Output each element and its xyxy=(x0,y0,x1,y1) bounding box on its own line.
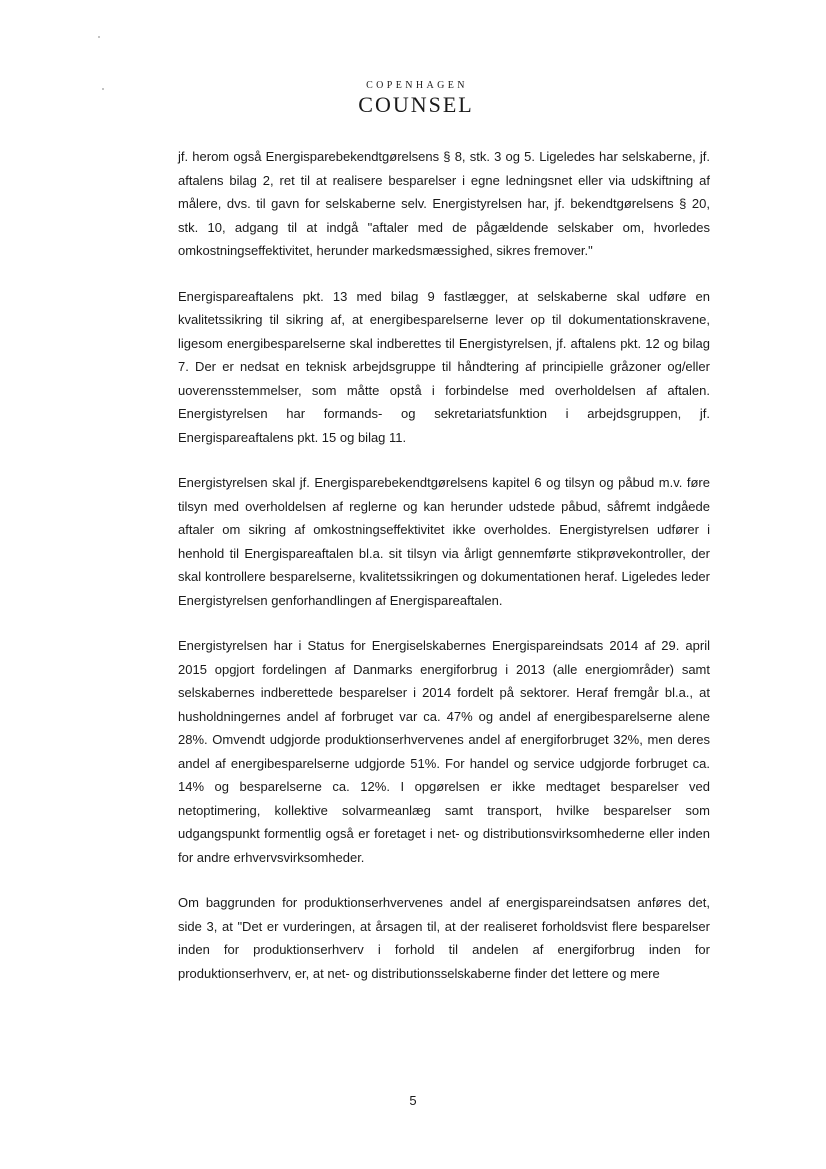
page-number: 5 xyxy=(409,1093,417,1108)
paragraph-4: Energistyrelsen har i Status for Energiselskabernes Energispareindsats 2014 af 29. april 2015 opgjort fordelingen af Danmarks energiforbrug i 2013 (alle energiområder) samt selskabernes indberettede besparelser i 2014 fordelt på sektorer. Heraf fremgår bl.a., at husholdningernes andel af forbruget var ca. 47% og andel af energibesparelserne alene 28%. Omvendt udgjorde produktionserhvervenes andel af energiforbruget 32%, men deres andel af energibesparelserne udgjorde 51%. For handel og service udgjorde forbruget ca. 14% og besparelserne ca. 12%. I opgørelsen er ikke medtaget besparelser ved netoptimering, kollektive solvarmeanlæg samt transport, hvilke besparelser som udgangspunkt formentlig også er foretaget i net- og distributionsvirksomhederne eller inden for andre erhvervsvirksomheder. xyxy=(178,638,710,865)
paragraph-2: Energispareaftalens pkt. 13 med bilag 9 fastlægger, at selskaberne skal udføre en kvalitetssikring til sikring af, at energibesparelserne lever op til dokumentationskravene, ligesom energibesparelserne skal indberettes til Energistyrelsen, jf. aftalens pkt. 12 og bilag 7. Der er nedsat en teknisk arbejdsgruppe til håndtering af principielle gråzoner og/eller uoverensstemmelser, som måtte opstå i forbindelse med overholdelsen af aftalen. Energistyrelsen har formands- og sekretariatsfunktion i arbejdsgruppen, jf. Energispareaftalens pkt. 15 og bilag 11. xyxy=(178,288,710,445)
paragraph-5: Om baggrunden for produktionserhvervenes andel af energispareindsatsen anføres det, side 3, at "Det er vurderingen, at årsagen til, at der realiseret forholdsvist flere besparelser inden for produktionserhverv i forhold til andelen af energiforbrug inden for produktionserhverv, er, at net- og distributionsselskaberne finder det lettere og mere xyxy=(178,895,710,981)
letterhead-logo xyxy=(0,80,826,118)
letterhead-firm: COUNSEL xyxy=(358,92,474,117)
document-body xyxy=(178,145,710,1007)
paragraph-3: Energistyrelsen skal jf. Energisparebekendtgørelsens kapitel 6 og tilsyn og påbud m.v. føre tilsyn med overholdelsen af reglerne og kan herunder udstede påbud, såfremt indgåede aftaler om sikring af omkostningseffektivitet ikke overholdes. Energistyrelsen udfører i henhold til Energispareaftalen bl.a. sit tilsyn via årligt gennemførte stikprøvekontroller, der skal kontrollere besparelserne, kvalitetssikringen og dokumentationen heraf. Ligeledes leder Energistyrelsen genforhandlingen af Energispareaftalen. xyxy=(178,475,710,608)
scan-speck xyxy=(98,36,100,38)
letterhead-city: COPENHAGEN xyxy=(366,80,468,91)
paragraph-1: jf. herom også Energisparebekendtgørelsens § 8, stk. 3 og 5. Ligeledes har selskaberne, jf. aftalens bilag 2, ret til at realisere besparelser i egne ledningsnet eller via udskiftning af målere, dvs. til gavn for selskaberne selv. Energistyrelsen har, jf. bekendtgørelsens § 20, stk. 10, adgang til at indgå "aftaler med de pågældende selskaber om, hvorledes omkostningseffektivitet, herunder markedsmæssighed, sikres fremover." xyxy=(178,149,710,258)
